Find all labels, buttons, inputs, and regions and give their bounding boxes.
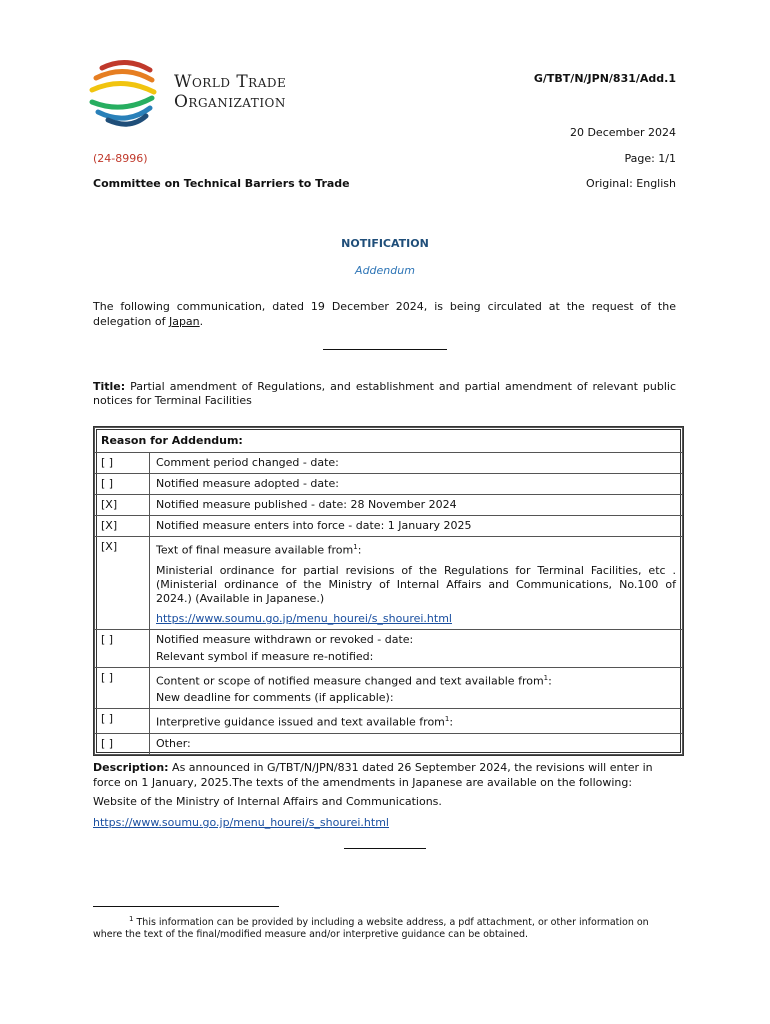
table-row — [95, 667, 683, 709]
reason-text: Notified measure withdrawn or revoked - date: — [156, 632, 414, 646]
description-text: As announced in G/TBT/N/JPN/831 dated 26 September 2024, the revisions will enter in force on 1 January, 2025.The texts of the amendments in Japanese are available on the following: — [93, 761, 653, 789]
intro-text: The following communication, dated 19 December 2024, is being circulated at the request of the delegation of — [93, 300, 676, 328]
description-label: Description: — [93, 761, 169, 774]
reason-cell — [150, 667, 683, 709]
table-row — [95, 453, 683, 474]
title-paragraph — [93, 380, 676, 408]
reason-text-end: : — [357, 543, 362, 557]
document-reference: G/TBT/N/JPN/831/Add.1 — [533, 72, 676, 85]
footnote — [93, 913, 676, 941]
description-paragraph — [93, 760, 678, 790]
checkbox-mark: [ ] — [95, 453, 150, 474]
end-separator — [344, 848, 426, 849]
page-indicator: Page: 1/1 — [624, 152, 676, 165]
document-number: (24-8996) — [93, 152, 148, 165]
org-name-line1: World Trade — [174, 72, 287, 92]
committee-name: Committee on Technical Barriers to Trade — [93, 177, 350, 190]
footnote-rule — [93, 906, 279, 907]
title-text: Partial amendment of Regulations, and establishment and partial amendment of relevant public notices for Terminal Facilities — [93, 380, 676, 407]
document-date: 20 December 2024 — [569, 126, 676, 139]
checkbox-mark: [ ] — [95, 667, 150, 709]
reason-text: Interpretive guidance issued and text available from — [156, 715, 445, 729]
measure-link[interactable]: https://www.soumu.go.jp/menu_hourei/s_shourei.html — [156, 611, 452, 625]
checkbox-mark: [X] — [95, 537, 150, 630]
table-row — [95, 474, 683, 495]
table-row — [95, 537, 683, 630]
reason-text: Notified measure adopted - date: — [150, 474, 683, 495]
table-row — [95, 629, 683, 667]
checkbox-mark: [ ] — [95, 629, 150, 667]
table-row — [95, 516, 683, 537]
reason-cell — [150, 629, 683, 667]
intro-paragraph — [93, 299, 676, 329]
table-row — [95, 709, 683, 734]
checkbox-mark: [ ] — [95, 709, 150, 734]
org-name-line2: Organization — [174, 92, 286, 112]
reason-text: Notified measure published - date: 28 November 2024 — [150, 495, 683, 516]
reason-line2: Relevant symbol if measure re-notified: — [156, 649, 374, 663]
checkbox-mark: [X] — [95, 495, 150, 516]
measure-detail: Ministerial ordinance for partial revisions of the Regulations for Terminal Facilities, etc . (Ministerial ordinance of the Ministry of Internal Affairs and Communications, No.100 of 2024.) (Available in Japanese.) — [156, 563, 676, 605]
organization-name — [174, 72, 286, 112]
notification-heading: NOTIFICATION — [341, 237, 429, 250]
reason-text-end: : — [449, 715, 454, 729]
title-label: Title: — [93, 380, 126, 393]
reason-text-end: : — [548, 674, 552, 688]
website-text: Website of the Ministry of Internal Affairs and Communications. — [93, 795, 442, 808]
reason-text: Comment period changed - date: — [150, 453, 683, 474]
reason-text: Text of final measure available from — [156, 543, 354, 557]
table-row — [95, 495, 683, 516]
table-row — [95, 733, 683, 754]
reason-cell — [150, 709, 683, 734]
reason-line2: New deadline for comments (if applicable): — [156, 691, 394, 705]
separator-line — [323, 349, 447, 350]
original-language: Original: English — [586, 177, 676, 190]
footnote-ref: 1 — [353, 543, 358, 551]
reason-cell — [150, 537, 683, 630]
footnote-number: 1 — [129, 915, 134, 923]
reasons-table — [93, 426, 684, 756]
reasons-header: Reason for Addendum: — [95, 428, 683, 453]
addendum-subheading: Addendum — [355, 264, 415, 277]
intro-end: . — [199, 315, 204, 328]
intro-country: Japan — [168, 315, 200, 328]
reason-text: Other: — [150, 733, 683, 754]
reason-text: Content or scope of notified measure changed and text available from — [156, 674, 544, 688]
footnote-ref: 1 — [543, 673, 549, 682]
footnote-text: This information can be provided by including a website address, a pdf attachment, or other information on where the text of the final/modified measure and/or interpretive guidance can be obtained. — [93, 917, 649, 941]
checkbox-mark: [ ] — [95, 474, 150, 495]
checkbox-mark: [X] — [95, 516, 150, 537]
checkbox-mark: [ ] — [95, 733, 150, 754]
ministry-link[interactable]: https://www.soumu.go.jp/menu_hourei/s_shourei.html — [93, 816, 389, 829]
footnote-ref: 1 — [444, 715, 450, 724]
reason-text: Notified measure enters into force - date: 1 January 2025 — [150, 516, 683, 537]
